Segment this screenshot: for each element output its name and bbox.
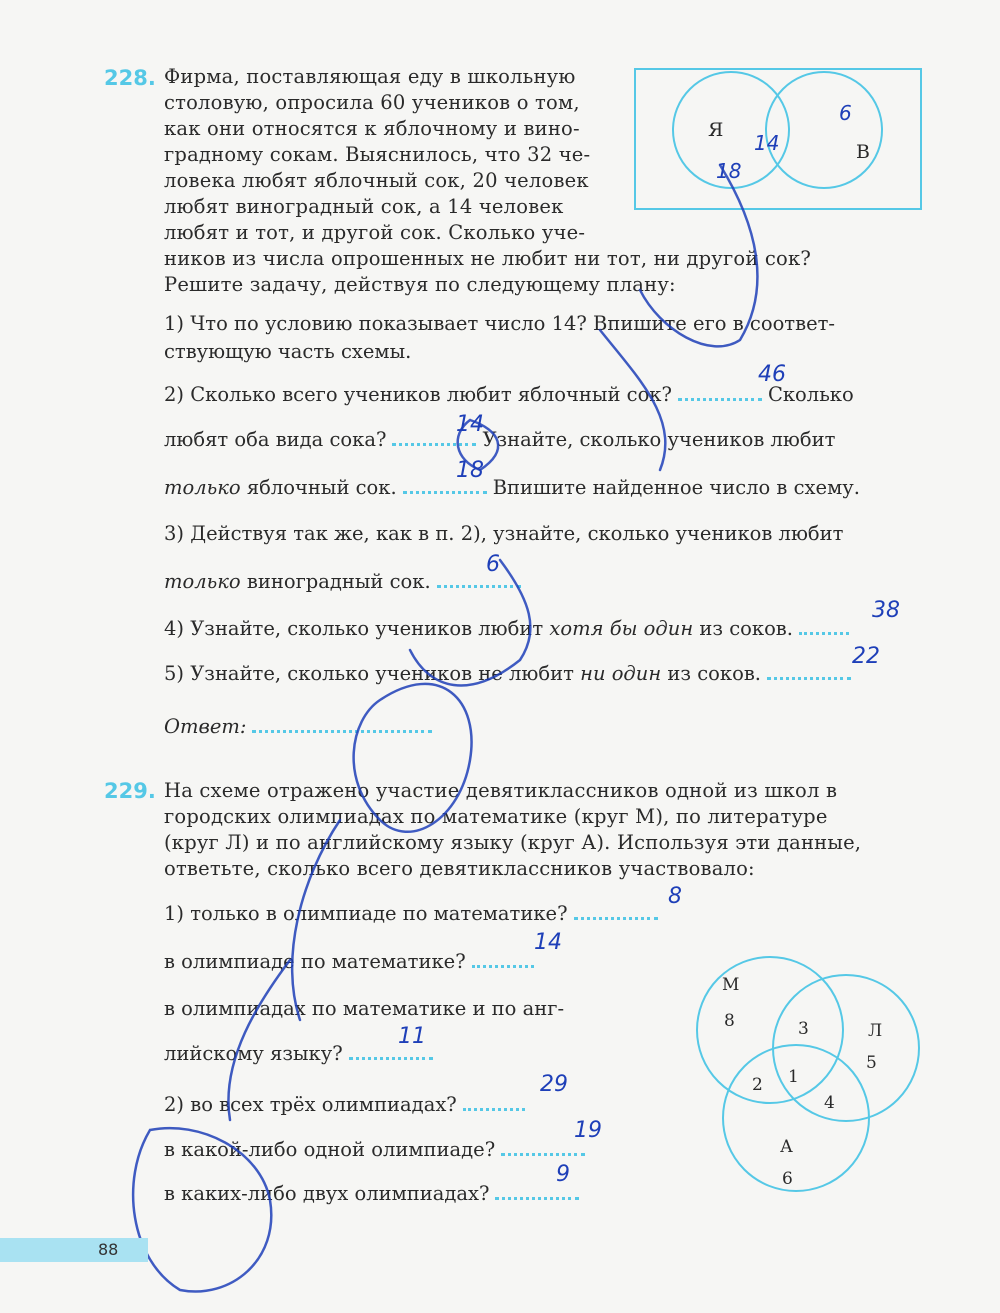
hw-step4: 38 <box>872 598 900 623</box>
answer-blank[interactable] <box>799 628 849 635</box>
answer-label: Ответ: <box>164 715 247 738</box>
p228-line: как они относятся к яблочному и вино- <box>164 117 580 140</box>
answer-blank[interactable] <box>495 1193 579 1200</box>
venn-circle-grape <box>766 72 882 188</box>
q229-2 <box>164 950 540 973</box>
venn-label-l: Л <box>868 1021 883 1041</box>
q229-2-text: в олимпиаде по математике? <box>164 950 466 973</box>
q229-3a: в олимпиадах по математике и по анг- <box>164 997 565 1020</box>
venn-ml: 3 <box>798 1019 809 1039</box>
venn-diagram-229 <box>686 950 926 1202</box>
answer-blank[interactable] <box>349 1053 433 1060</box>
venn-label-a: А <box>780 1137 793 1157</box>
p228-line: Решите задачу, действуя по следующему плану: <box>164 273 676 296</box>
step5-em: ни один <box>580 662 662 685</box>
hw-step2-only: 18 <box>456 458 484 483</box>
hw-229-4: 29 <box>540 1072 568 1097</box>
step3-em: только <box>164 570 241 593</box>
step3-line1: 3) Действуя так же, как в п. 2), узнайте, сколько учеников любит <box>164 522 844 545</box>
step2-both-tail: Узнайте, сколько учеников любит <box>482 428 836 451</box>
step2-only-text: яблочный сок. <box>246 476 397 499</box>
page-number: 88 <box>98 1240 119 1259</box>
step5-post: из соков. <box>667 662 762 685</box>
venn-hw-overlap: 14 <box>754 131 780 155</box>
q229-1 <box>164 902 664 925</box>
problem-229-number: 229. <box>104 779 156 803</box>
q229-3b-text: лийскому языку? <box>164 1042 343 1065</box>
p228-line: ловека любят яблочный сок, 20 человек <box>164 169 589 192</box>
p229-line: (круг Л) и по английскому языку (круг А). Используя эти данные, <box>164 831 862 854</box>
venn-diagram-228 <box>634 68 922 210</box>
hw-229-1: 8 <box>668 884 682 909</box>
q229-5-text: в какой-либо одной олимпиаде? <box>164 1138 496 1161</box>
answer-blank[interactable] <box>574 913 658 920</box>
step2-only <box>164 476 860 499</box>
step4-em: хотя бы один <box>549 617 694 640</box>
p229-line: городских олимпиадах по математике (круг М), по литературе <box>164 805 828 828</box>
step2-total <box>164 383 854 406</box>
p228-line: Фирма, поставляющая еду в школьную <box>164 65 576 88</box>
venn-label-apple: Я <box>708 119 724 141</box>
answer-blank[interactable] <box>437 581 521 588</box>
answer-blank[interactable] <box>501 1149 585 1156</box>
hw-step2-both: 14 <box>456 412 484 437</box>
venn-hw-apple-only: 18 <box>716 159 742 183</box>
hw-229-5: 19 <box>574 1118 602 1143</box>
p229-line: ответьте, сколько всего девятиклассников участвовало: <box>164 857 755 880</box>
answer-blank[interactable] <box>767 673 851 680</box>
answer-blank[interactable] <box>463 1104 525 1111</box>
venn-hw-grape-only: 6 <box>839 101 852 125</box>
venn-label-grape: В <box>856 141 870 163</box>
step2-both-text: любят оба вида сока? <box>164 428 387 451</box>
step1-line2: ствующую часть схемы. <box>164 340 412 363</box>
p228-line: столовую, опросила 60 учеников о том, <box>164 91 580 114</box>
answer-blank[interactable] <box>678 394 762 401</box>
p228-line: любят и тот, и другой сок. Сколько уче- <box>164 221 586 244</box>
step4 <box>164 617 855 640</box>
venn-la: 4 <box>824 1093 835 1113</box>
step2-total-tail: Сколько <box>767 383 854 406</box>
answer-blank[interactable] <box>472 961 534 968</box>
venn-label-m: М <box>722 975 740 995</box>
venn-a-only: 6 <box>782 1169 793 1189</box>
venn-ma: 2 <box>752 1075 763 1095</box>
venn-m-only: 8 <box>724 1011 735 1031</box>
q229-6 <box>164 1182 585 1205</box>
step4-pre: 4) Узнайте, сколько учеников любит <box>164 617 544 640</box>
q229-4-text: 2) во всех трёх олимпиадах? <box>164 1093 457 1116</box>
step3-line2 <box>164 570 527 593</box>
page-number-band <box>0 1238 148 1262</box>
step3-text: виноградный сок. <box>246 570 431 593</box>
step5-pre: 5) Узнайте, сколько учеников не любит <box>164 662 574 685</box>
hw-229-2: 14 <box>534 930 562 955</box>
hw-229-6: 9 <box>556 1162 570 1187</box>
step2-total-text: 2) Сколько всего учеников любит яблочный сок? <box>164 383 672 406</box>
step5 <box>164 662 857 685</box>
step2-only-em: только <box>164 476 241 499</box>
answer-blank[interactable] <box>252 726 432 733</box>
answer-blank[interactable] <box>403 487 487 494</box>
hw-step3: 6 <box>486 552 500 577</box>
problem-228-text <box>164 64 634 246</box>
hw-step5: 22 <box>852 644 880 669</box>
p228-line: градному сокам. Выяснилось, что 32 че- <box>164 143 591 166</box>
hw-229-3: 11 <box>398 1024 426 1049</box>
q229-1-text: 1) только в олимпиаде по математике? <box>164 902 568 925</box>
step4-post: из соков. <box>699 617 793 640</box>
problem-229-text <box>164 778 924 882</box>
venn-l-only: 5 <box>866 1053 877 1073</box>
q229-5 <box>164 1138 591 1161</box>
q229-4 <box>164 1093 531 1116</box>
answer-line <box>164 715 438 738</box>
venn-circle-lit <box>773 975 919 1121</box>
step1-line1: 1) Что по условию показывает число 14? Впишите его в соответ- <box>164 312 835 335</box>
step2-both <box>164 428 835 451</box>
p229-line: На схеме отражено участие девятиклассников одной из школ в <box>164 779 838 802</box>
p228-line: любят виноградный сок, а 14 человек <box>164 195 564 218</box>
hw-step2-total: 46 <box>758 362 786 387</box>
problem-228-number: 228. <box>104 66 156 90</box>
q229-6-text: в каких-либо двух олимпиадах? <box>164 1182 490 1205</box>
venn-mla: 1 <box>788 1067 799 1087</box>
p228-line: ников из числа опрошенных не любит ни тот, ни другой сок? <box>164 247 812 270</box>
step2-only-tail: Впишите найденное число в схему. <box>492 476 860 499</box>
answer-blank[interactable] <box>392 439 476 446</box>
